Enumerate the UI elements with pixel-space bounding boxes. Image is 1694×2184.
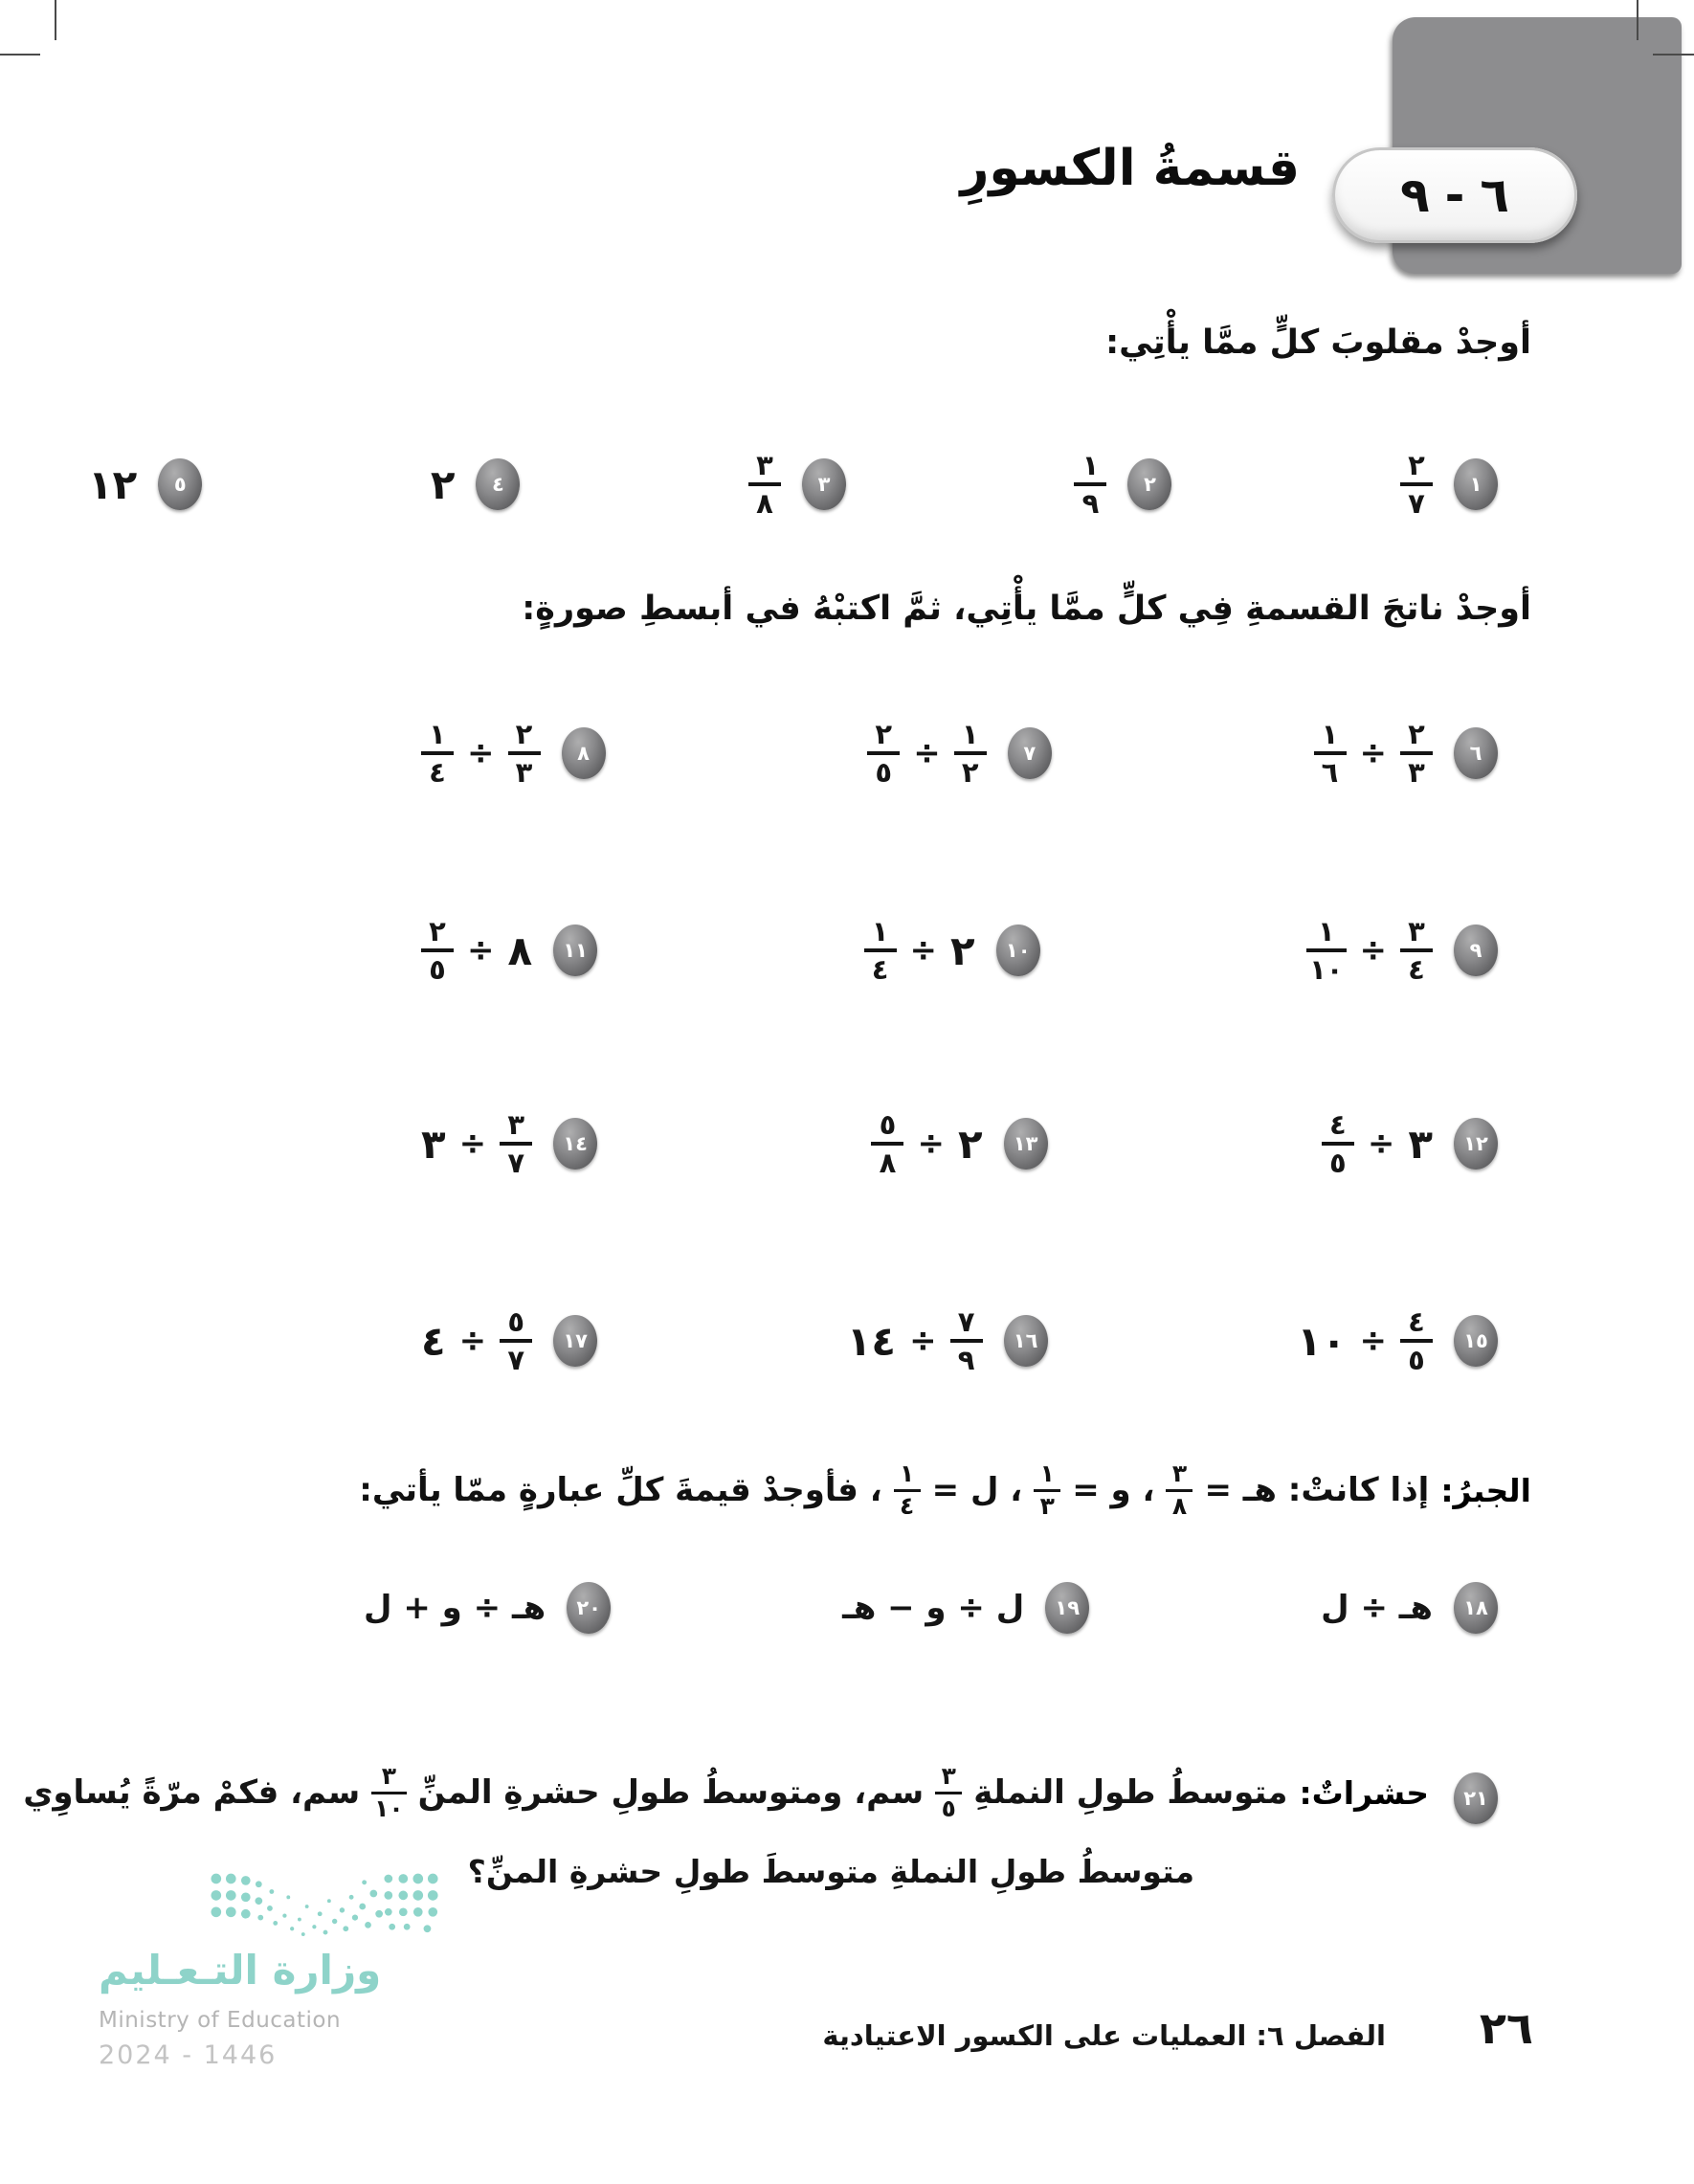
fraction-bar <box>1074 482 1106 486</box>
problem-number-badge: ٣ <box>802 458 846 510</box>
expression-text: ، ل = <box>931 1471 1023 1509</box>
ministry-logo-arabic-wordmark: وزارة التـعـليم <box>99 1947 382 1994</box>
page-number: ٢٦ <box>1479 2002 1533 2054</box>
fraction-denominator: ٣ <box>515 756 533 789</box>
fraction-denominator: ٩ <box>1081 487 1100 520</box>
fraction-denominator: ٤ <box>900 1491 915 1520</box>
problem-expression <box>864 914 975 986</box>
fraction-denominator: ٩ <box>957 1344 975 1376</box>
fraction-numerator: ٧ <box>957 1304 975 1338</box>
division-operator: ÷ <box>1359 931 1387 969</box>
fraction-bar <box>500 1142 532 1146</box>
division-operator: ÷ <box>1367 1125 1395 1163</box>
fraction-bar <box>1400 751 1433 755</box>
problem-expression <box>1321 1589 1433 1627</box>
problem-item <box>842 1582 1089 1634</box>
fraction <box>867 717 900 789</box>
fraction-numerator: ٣ <box>381 1762 397 1791</box>
fraction-numerator: ٢ <box>875 717 893 750</box>
fraction-bar <box>1400 482 1433 486</box>
fraction-numerator: ٢ <box>515 717 533 750</box>
problem-number-badge: ١٢ <box>1454 1118 1498 1170</box>
fraction <box>748 448 781 520</box>
fraction-bar <box>508 751 541 755</box>
problem-number-badge: ٢١ <box>1454 1772 1498 1824</box>
problem-number-badge: ٢ <box>1127 458 1171 510</box>
fraction-numerator: ١ <box>1321 717 1339 750</box>
fraction <box>871 1107 903 1179</box>
crop-mark <box>1637 0 1638 40</box>
whole-number-operand: ٢ <box>957 1120 983 1168</box>
fraction-bar <box>867 751 900 755</box>
fraction <box>935 1764 962 1821</box>
problem-item <box>1314 717 1499 789</box>
fraction <box>371 1764 407 1821</box>
fraction <box>864 914 897 986</box>
problems-row-division-4 <box>421 1279 1498 1403</box>
division-operator: ÷ <box>1359 734 1387 772</box>
problems-row-division-2 <box>421 888 1498 1013</box>
whole-number-operand: ١٠ <box>1297 1317 1347 1365</box>
fraction-bar <box>748 482 781 486</box>
problem-expression <box>871 1107 983 1179</box>
division-operator: ÷ <box>467 734 495 772</box>
problem-expression <box>421 1304 532 1376</box>
division-operator: ÷ <box>917 1125 945 1163</box>
fraction-denominator: ١٠ <box>1309 953 1344 986</box>
crop-mark <box>0 54 40 56</box>
fraction-bar <box>421 948 454 952</box>
division-operator: ÷ <box>909 1322 937 1360</box>
problem-item <box>421 717 606 789</box>
problem-number-badge: ١٨ <box>1454 1582 1498 1634</box>
fraction <box>1322 1107 1354 1179</box>
fraction-bar <box>1400 948 1433 952</box>
problem-item <box>846 1304 1048 1376</box>
crop-mark <box>1653 54 1694 56</box>
expression-text: سم، ومتوسطُ طولِ حشرةِ المنِّ <box>417 1773 925 1812</box>
whole-number-operand: ١٢ <box>88 460 138 508</box>
fraction-denominator: ٤ <box>871 953 889 986</box>
fraction-numerator: ٣ <box>1171 1460 1188 1488</box>
whole-number-operand: ٢ <box>430 460 456 508</box>
fraction-denominator: ٣ <box>1408 756 1425 789</box>
segment-label: الجبرُ: <box>1440 1471 1531 1509</box>
problem-item <box>1074 448 1171 520</box>
problem-item <box>421 1304 597 1376</box>
fraction-denominator: ١٠ <box>374 1794 404 1822</box>
problem-number-badge: ٤ <box>476 458 520 510</box>
fraction <box>950 1304 983 1376</box>
problem-expression <box>867 717 987 789</box>
problem-number-badge: ١١ <box>553 925 597 976</box>
fraction <box>1166 1461 1192 1519</box>
fraction-numerator: ٢ <box>1408 448 1425 481</box>
fraction-denominator: ٢ <box>961 756 979 789</box>
problem-item <box>871 1107 1047 1179</box>
fraction-denominator: ٨ <box>879 1147 897 1179</box>
chapter-footer: الفصل ٦: العمليات على الكسور الاعتيادية <box>822 2019 1386 2052</box>
fraction-denominator: ٥ <box>941 1794 956 1822</box>
lesson-number-part: ٩ <box>1400 167 1430 223</box>
division-operator: ÷ <box>467 931 495 969</box>
fraction-numerator: ٥ <box>879 1107 897 1141</box>
fraction-numerator: ٥ <box>507 1304 525 1338</box>
whole-number-operand: ٤ <box>421 1317 446 1365</box>
fraction <box>1074 448 1106 520</box>
problem-item <box>1297 1304 1498 1376</box>
whole-number-operand: ٢ <box>950 926 975 974</box>
whole-number-operand: ١٤ <box>846 1317 897 1365</box>
expression-text: متوسطُ طولِ النملةِ <box>973 1773 1288 1812</box>
fraction-denominator: ٥ <box>1408 1344 1425 1376</box>
fraction-denominator: ٧ <box>507 1344 525 1376</box>
problem-expression <box>1306 914 1433 986</box>
expression-text: ، و = <box>1072 1471 1155 1509</box>
fraction <box>1314 717 1347 789</box>
problem-number-badge: ١٩ <box>1045 1582 1089 1634</box>
problem-item <box>748 448 846 520</box>
problem-item <box>1321 1582 1498 1634</box>
fraction-denominator: ٧ <box>507 1147 525 1179</box>
problem-expression <box>364 1589 546 1627</box>
expression-text: هـ ÷ ل <box>1321 1589 1433 1627</box>
ministry-logo-english-wordmark: Ministry of Education <box>99 2008 342 2033</box>
problem-number-badge: ١٠ <box>996 925 1040 976</box>
fraction-numerator: ٣ <box>756 448 773 481</box>
fraction-numerator: ٣ <box>1408 914 1425 947</box>
word-problem-line1 <box>23 1742 1429 1843</box>
fraction-denominator: ٣ <box>1039 1491 1055 1520</box>
lesson-number-separator: - <box>1444 167 1465 223</box>
fraction-denominator: ٥ <box>1329 1147 1347 1179</box>
fraction <box>1400 1304 1433 1376</box>
ministry-logo-dots-icon <box>211 1868 440 1945</box>
fraction-denominator: ٤ <box>429 756 446 789</box>
fraction <box>1034 1461 1060 1519</box>
problem-number-badge: ٥ <box>158 458 202 510</box>
problem-expression <box>748 448 781 520</box>
fraction-bar <box>864 948 897 952</box>
fraction <box>894 1461 921 1519</box>
whole-number-operand: ٨ <box>507 926 533 974</box>
problem-expression <box>842 1589 1024 1627</box>
division-operator: ÷ <box>909 931 938 969</box>
problem-expression <box>846 1304 983 1376</box>
problem-number-badge: ١٣ <box>1004 1118 1048 1170</box>
problem-number-badge: ٧ <box>1008 727 1052 779</box>
problem-item <box>867 717 1052 789</box>
fraction-bar <box>500 1339 532 1343</box>
fraction-numerator: ٢ <box>1408 717 1425 750</box>
problem-expression <box>421 914 533 986</box>
fraction-numerator: ٤ <box>1329 1107 1347 1141</box>
problem-number-badge: ١٦ <box>1004 1315 1048 1367</box>
lesson-title: قسمةُ الكسورِ <box>960 140 1300 197</box>
fraction-numerator: ٣ <box>941 1762 956 1791</box>
division-operator: ÷ <box>458 1322 487 1360</box>
fraction-numerator: ١ <box>429 717 446 750</box>
expression-text: هـ ÷ و + ل <box>364 1589 546 1627</box>
fraction-numerator: ١ <box>871 914 889 947</box>
fraction <box>421 717 454 789</box>
division-operator: ÷ <box>458 1125 487 1163</box>
lesson-number-part: ٦ <box>1480 167 1509 223</box>
problem-expression <box>1400 448 1433 520</box>
problem-item <box>1306 914 1498 986</box>
problem-number-badge: ١٧ <box>553 1315 597 1367</box>
fraction-denominator: ٥ <box>875 756 893 789</box>
fraction-bar <box>871 1142 903 1146</box>
problem-expression <box>1322 1107 1433 1179</box>
fraction-denominator: ٨ <box>1171 1491 1188 1520</box>
problem-item <box>864 914 1040 986</box>
instruction-reciprocal: أوجدْ مقلوبَ كلٍّ ممَّا يأْتِي: <box>1105 323 1531 362</box>
fraction-bar <box>950 1339 983 1343</box>
problems-row-algebra <box>364 1564 1498 1652</box>
fraction-numerator: ١ <box>1081 448 1100 481</box>
problem-expression <box>421 717 541 789</box>
problem-expression <box>1297 1304 1433 1376</box>
fraction-numerator: ١ <box>1039 1460 1055 1488</box>
problem-expression <box>1314 717 1434 789</box>
fraction <box>500 1107 532 1179</box>
problem-number-badge: ٩ <box>1454 925 1498 976</box>
fraction <box>954 717 987 789</box>
problem-item <box>421 1107 597 1179</box>
ministry-logo-years: 2024 - 1446 <box>99 2040 278 2070</box>
fraction-bar <box>421 751 454 755</box>
fraction-bar <box>1400 1339 1433 1343</box>
problem-number-badge: ١٥ <box>1454 1315 1498 1367</box>
problem-number-badge: ٨ <box>562 727 606 779</box>
fraction-bar <box>954 751 987 755</box>
division-operator: ÷ <box>1359 1322 1387 1360</box>
fraction <box>500 1304 532 1376</box>
fraction-numerator: ١ <box>961 717 979 750</box>
problem-number-badge: ٢٠ <box>567 1582 611 1634</box>
problem-item <box>364 1582 611 1634</box>
fraction-denominator: ٥ <box>429 953 446 986</box>
problems-row-reciprocal <box>88 426 1498 543</box>
fraction-denominator: ٦ <box>1321 756 1339 789</box>
fraction <box>1400 717 1433 789</box>
problem-item <box>1322 1107 1498 1179</box>
fraction-numerator: ١ <box>1317 914 1335 947</box>
problem-item <box>88 458 202 510</box>
whole-number-operand: ٣ <box>1408 1120 1433 1168</box>
problems-row-division-1 <box>421 691 1498 815</box>
instruction-division: أوجدْ ناتجَ القسمةِ فِي كلٍّ ممَّا يأْتِي، ثمَّ اكتبْهُ في أبسطِ صورةٍ: <box>522 590 1531 628</box>
fraction <box>1400 914 1433 986</box>
problem-number-badge: ١٤ <box>553 1118 597 1170</box>
problem-item <box>431 458 521 510</box>
problem-item <box>1400 448 1498 520</box>
fraction-denominator: ٨ <box>756 487 773 520</box>
fraction-denominator: ٤ <box>1408 953 1425 986</box>
problem-item <box>421 914 597 986</box>
lesson-number-badge <box>1332 147 1577 243</box>
algebra-instruction <box>359 1434 1531 1547</box>
problem-expression <box>1074 448 1106 520</box>
fraction-numerator: ٣ <box>507 1107 525 1141</box>
fraction-bar <box>1314 751 1347 755</box>
fraction-numerator: ٢ <box>429 914 446 947</box>
expression-text: سم، فكمْ مرّةً يُساوِي <box>23 1773 361 1812</box>
fraction-bar <box>1322 1142 1354 1146</box>
fraction-bar <box>1306 948 1346 952</box>
fraction <box>421 914 454 986</box>
expression-text: ، فأوجدْ قيمةَ كلِّ عبارةٍ ممّا يأتي: <box>359 1471 882 1509</box>
division-operator: ÷ <box>913 734 941 772</box>
fraction-denominator: ٧ <box>1408 487 1425 520</box>
whole-number-operand: ٣ <box>421 1120 446 1168</box>
problems-row-division-3 <box>421 1081 1498 1206</box>
problem-expression <box>88 461 137 508</box>
fraction-numerator: ١ <box>900 1460 915 1488</box>
expression-text: ل ÷ و − هـ <box>842 1589 1025 1627</box>
problem-expression <box>421 1107 532 1179</box>
word-problem-line2: متوسطُ طولِ النملةِ متوسطَ طولِ حشرةِ المنِّ؟ <box>467 1853 1194 1890</box>
problem-expression <box>431 461 456 508</box>
expression-text: إذا كانتْ: هـ = <box>1204 1471 1430 1509</box>
segment-label: حشراتٌ: <box>1299 1773 1429 1812</box>
fraction <box>508 717 541 789</box>
ministry-logo <box>91 1866 493 2086</box>
fraction <box>1400 448 1433 520</box>
crop-mark <box>55 0 56 40</box>
fraction-numerator: ٤ <box>1408 1304 1425 1338</box>
problem-number-badge: ١ <box>1454 458 1498 510</box>
problem-number-badge: ٦ <box>1454 727 1498 779</box>
fraction <box>1306 914 1346 986</box>
